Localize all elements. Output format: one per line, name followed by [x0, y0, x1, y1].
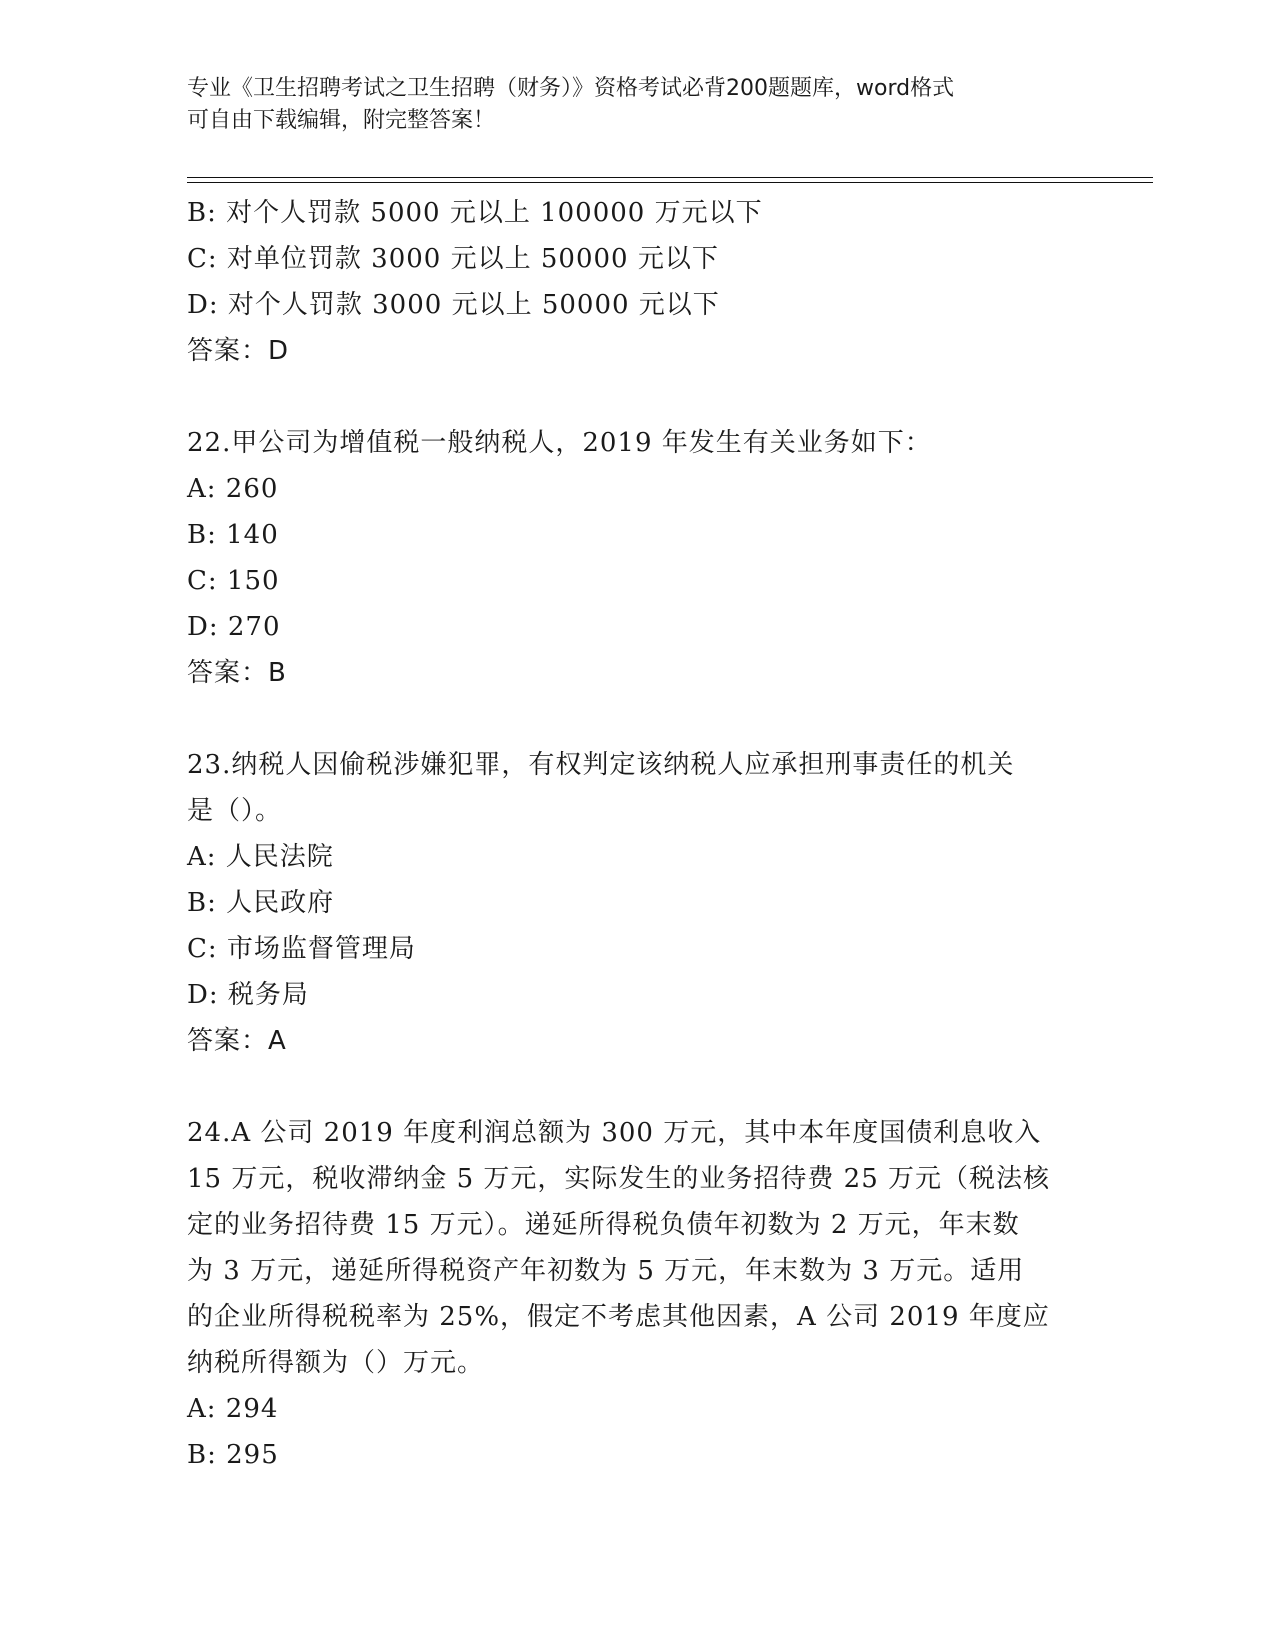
- option-d: D: 270: [187, 612, 281, 642]
- spacer: [187, 374, 1087, 420]
- question-stem-line-5: 的企业所得税税率为 25%，假定不考虑其他因素，A 公司 2019 年度应: [187, 1302, 1050, 1332]
- question-23: [187, 742, 1087, 1064]
- option-c: C: 市场监督管理局: [187, 934, 416, 964]
- header-divider-bottom: [187, 182, 1153, 183]
- option-d: D: 税务局: [187, 980, 309, 1010]
- answer-label: 答案：B: [187, 658, 287, 688]
- spacer: [187, 1064, 1087, 1110]
- option-d: D: 对个人罚款 3000 元以上 50000 元以下: [187, 290, 720, 320]
- question-21-tail: [187, 190, 1087, 374]
- option-b: B: 295: [187, 1440, 279, 1470]
- question-stem-line-1: 24.A 公司 2019 年度利润总额为 300 万元，其中本年度国债利息收入: [187, 1118, 1042, 1148]
- header-title-line-2: 可自由下载编辑，附完整答案！: [187, 108, 496, 133]
- question-stem: 22.甲公司为增值税一般纳税人，2019 年发生有关业务如下：: [187, 428, 932, 458]
- question-stem-line-1: 23.纳税人因偷税涉嫌犯罪，有权判定该纳税人应承担刑事责任的机关: [187, 750, 1015, 780]
- option-a: A: 人民法院: [187, 842, 334, 872]
- question-stem-line-2: 是（）。: [187, 796, 283, 826]
- option-a: A: 294: [187, 1394, 279, 1424]
- question-stem-line-2: 15 万元，税收滞纳金 5 万元，实际发生的业务招待费 25 万元（税法核: [187, 1164, 1051, 1194]
- option-b: B: 对个人罚款 5000 元以上 100000 万元以下: [187, 198, 763, 228]
- option-b: B: 人民政府: [187, 888, 335, 918]
- option-c: C: 对单位罚款 3000 元以上 50000 元以下: [187, 244, 719, 274]
- header-divider-top: [187, 177, 1153, 178]
- option-a: A: 260: [187, 474, 279, 504]
- question-22: [187, 420, 1087, 696]
- answer-label: 答案：A: [187, 1026, 287, 1056]
- question-list: [187, 190, 1087, 1478]
- question-stem-line-6: 纳税所得额为（）万元。: [187, 1348, 485, 1378]
- question-stem-line-4: 为 3 万元，递延所得税资产年初数为 5 万元，年末数为 3 万元。适用: [187, 1256, 1025, 1286]
- question-stem-line-3: 定的业务招待费 15 万元）。递延所得税负债年初数为 2 万元，年末数: [187, 1210, 1020, 1240]
- spacer: [187, 696, 1087, 742]
- option-c: C: 150: [187, 566, 280, 596]
- answer-label: 答案：D: [187, 336, 290, 366]
- question-24: [187, 1110, 1087, 1478]
- header-title-line-1: 专业《卫生招聘考试之卫生招聘（财务）》资格考试必背200题题库，word格式: [187, 76, 955, 101]
- option-b: B: 140: [187, 520, 279, 550]
- document-header: [187, 73, 1067, 137]
